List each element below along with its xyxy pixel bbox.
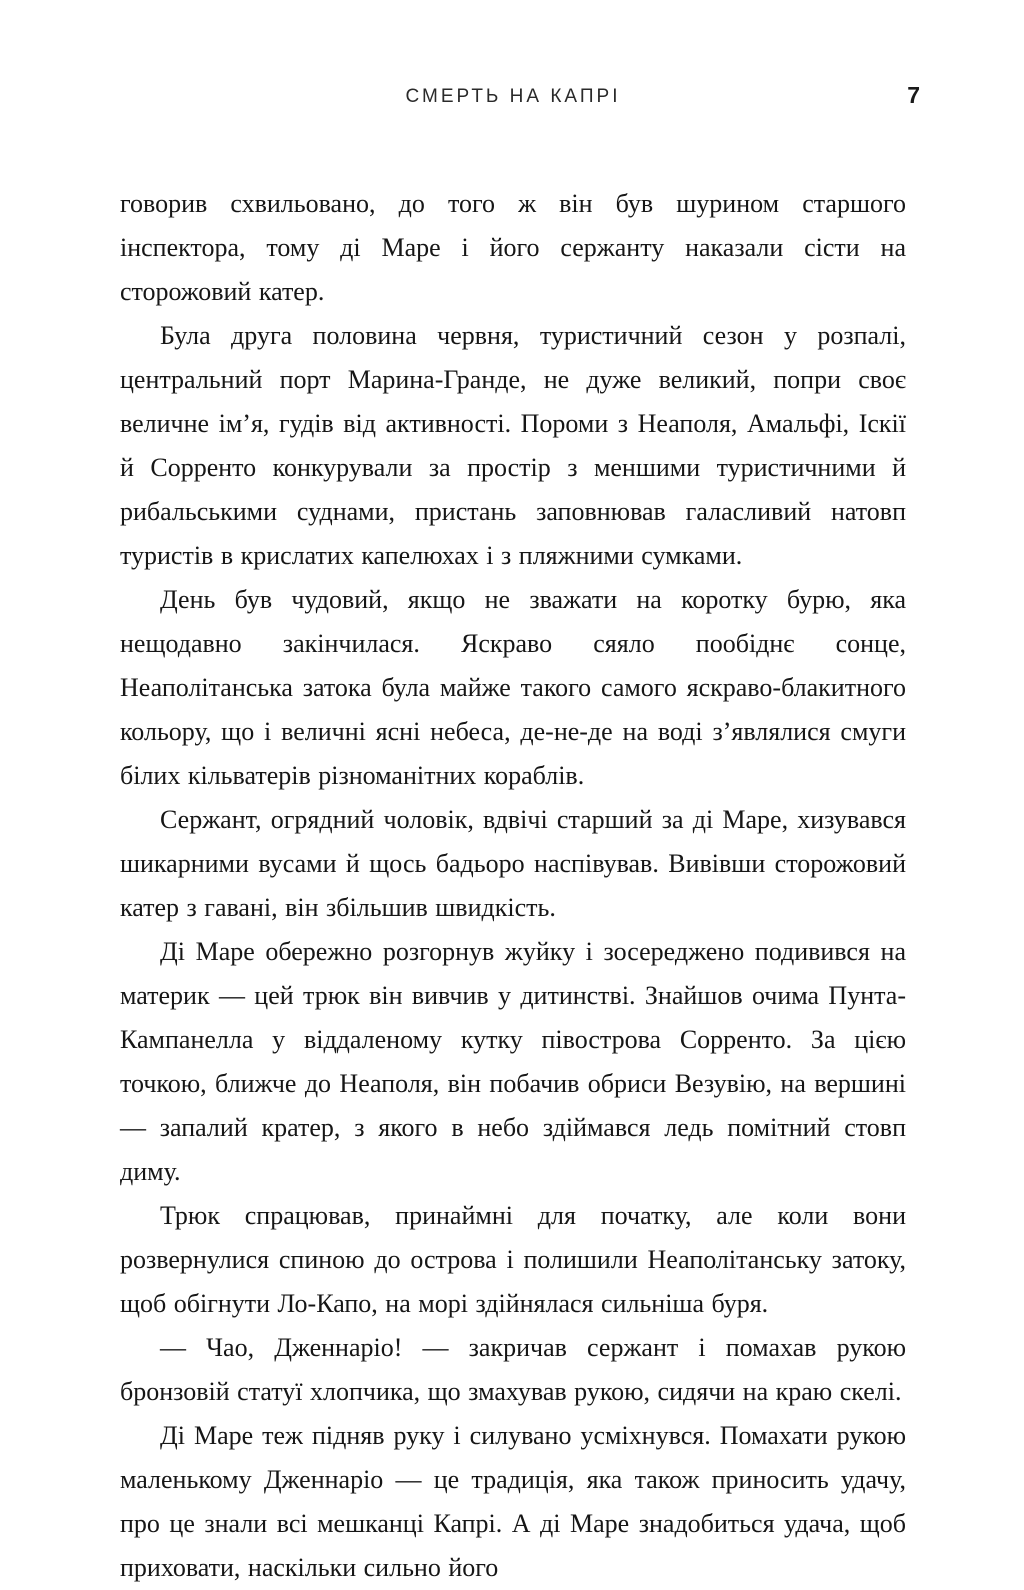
paragraph: Сержант, огрядний чоловік, вдвічі старший за ді Маре, хизувався шикарними вусами й щось бадьоро наспівував. Вивівши сторожовий катер з гавані, він збільшив швидкість.: [120, 805, 906, 922]
paragraph: Ді Маре обережно розгорнув жуйку і зосереджено подивився на материк — цей трюк він вивчив у дитинстві. Знайшов очима Пунта-Кампанелла у віддаленому кутку півострова Сорренто. За цією точкою, ближче до Неаполя, він побачив обриси Везувію, на вершині — запалий кратер, з якого в небо здіймався ледь помітний стовп диму.: [120, 937, 906, 1186]
paragraph: Ді Маре теж підняв руку і силувано усміхнувся. Помахати рукою маленькому Дженнаріо — це традиція, яка також приносить удачу, про це знали всі мешканці Капрі. А ді Маре знадобиться удача, щоб приховати, наскільки сильно його: [120, 1421, 906, 1582]
running-header: [120, 0, 920, 120]
page-number: 7: [907, 82, 920, 108]
paragraph: Була друга половина червня, туристичний сезон у розпалі, центральний порт Марина-Гранде, не дуже великий, попри своє величне ім’я, гудів від активності. Пороми з Неаполя, Амальфі, Іскії й Сорренто конкурували за простір з меншими туристичними й рибальськими суднами, пристань заповнював галасливий натовп туристів в крислатих капелюхах і з пляжними сумками.: [120, 321, 906, 570]
running-header-title: СМЕРТЬ НА КАПРІ: [405, 86, 621, 107]
paragraph: Трюк спрацював, принаймні для початку, але коли вони розвернулися спиною до острова і полишили Неаполітанську затоку, щоб обігнути Ло-Капо, на морі здійнялася сильніша буря.: [120, 1201, 906, 1318]
body-text: [120, 182, 906, 1590]
paragraph: — Чао, Дженнаріо! — закричав сержант і помахав рукою бронзовій статуї хлопчика, що змахував рукою, сидячи на краю скелі.: [120, 1333, 906, 1406]
book-page: [120, 0, 920, 1582]
paragraph: говорив схвильовано, до того ж він був шурином старшого інспектора, тому ді Маре і його сержанту наказали сісти на сторожовий катер.: [120, 189, 906, 306]
paragraph: День був чудовий, якщо не зважати на коротку бурю, яка нещодавно закінчилася. Яскраво сяяло пообіднє сонце, Неаполітанська затока була майже такого самого яскраво-блакитного кольору, що і величні ясні небеса, де-не-де на воді з’являлися смуги білих кільватерів різноманітних кораблів.: [120, 585, 906, 790]
